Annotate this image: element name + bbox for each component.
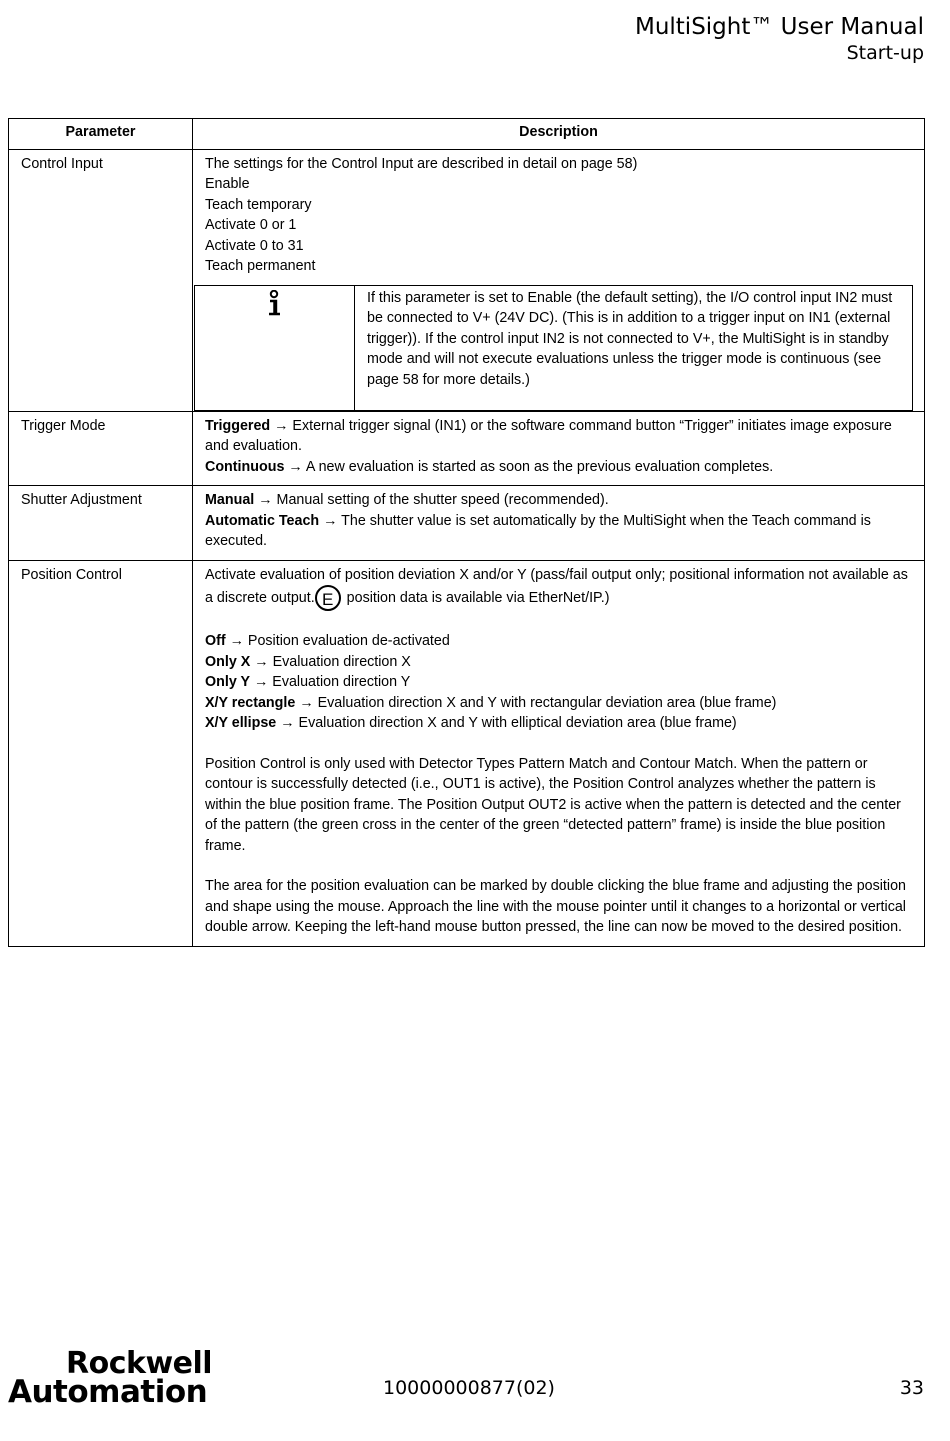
option-text: Manual setting of the shutter speed (recommended). xyxy=(276,492,609,508)
column-header-description: Description xyxy=(193,119,925,150)
option-line xyxy=(205,652,913,673)
arrow-icon: → xyxy=(299,694,314,711)
arrow-icon: → xyxy=(254,674,269,690)
option-line xyxy=(205,457,913,478)
option-text: Evaluation direction X and Y with elliptical deviation area (blue frame) xyxy=(298,715,737,731)
table-row xyxy=(9,560,925,946)
rockwell-automation-logo xyxy=(8,1346,213,1410)
option-line: Teach permanent xyxy=(205,258,316,274)
option-term: X/Y rectangle xyxy=(205,694,296,711)
paragraph: Position Control is only used with Detector Types Pattern Match and Contour Match. When the pattern or contour is successfully detected (i.e., OUT1 is active), the Position Control analyzes whether the pattern is within the blue position frame. The Position Output OUT2 is active when the pattern is detected and the center of the pattern (the green cross in the center of the green “detected pattern” frame) is inside the blue position frame. xyxy=(205,755,901,854)
option-term: Automatic Teach xyxy=(205,512,320,529)
option-line xyxy=(205,713,913,734)
option-text: Position evaluation de-activated xyxy=(247,633,450,649)
manual-title: MultiSight™ User Manual xyxy=(634,14,924,40)
page-number: 33 xyxy=(899,1377,924,1399)
param-description xyxy=(193,560,925,946)
option-term: X/Y ellipse xyxy=(205,715,277,731)
option-text: A new evaluation is started as soon as the previous evaluation completes. xyxy=(305,458,774,475)
option-text: External trigger signal (IN1) or the software command button “Trigger” initiates image exposure and evaluation. xyxy=(205,417,892,454)
option-line: Activate 0 or 1 xyxy=(205,217,297,233)
paragraph: The area for the position evaluation can be marked by double clicking the blue frame and adjusting the position and shape using the mouse. Approach the line with the mouse pointer until it changes to a horizontal or vertical double arrow. Keeping the left-hand mouse button pressed, the line can now be moved to the desired position. xyxy=(205,878,906,935)
option-term: Triggered xyxy=(205,417,271,434)
column-header-parameter: Parameter xyxy=(9,119,193,150)
option-line: Teach temporary xyxy=(205,196,312,213)
table-row xyxy=(9,411,925,486)
option-term: Continuous xyxy=(205,458,285,475)
option-term: Only X xyxy=(205,653,251,670)
option-line xyxy=(205,511,913,552)
option-text: The shutter value is set automatically by the MultiSight when the Teach command is executed. xyxy=(205,512,871,549)
note-text: If this parameter is set to Enable (the default setting), the I/O control input IN2 must be connected to V+ (24V DC). (This is in addition to a trigger input on IN1 (external trigger)). If the control input IN2 is not connected to V+, the MultiSight is in standby mode and will not execute evaluations unless the trigger mode is continuous (see page 58 for more details.) xyxy=(355,285,913,410)
option-term: Off xyxy=(205,633,226,649)
description-line: The settings for the Control Input are described in detail on page 58) xyxy=(205,155,638,172)
option-text: Evaluation direction Y xyxy=(272,674,411,690)
param-name: Control Input xyxy=(9,149,193,411)
arrow-icon: → xyxy=(288,458,303,475)
option-line xyxy=(205,490,913,511)
option-text: Evaluation direction X xyxy=(272,653,411,670)
document-number: 10000000877(02) xyxy=(383,1377,555,1399)
ethernet-ip-icon: E xyxy=(315,585,341,611)
arrow-icon: → xyxy=(323,512,338,529)
table-header-row xyxy=(9,119,925,150)
option-line: Enable xyxy=(205,176,250,192)
param-name: Shutter Adjustment xyxy=(9,486,193,561)
info-icon xyxy=(267,290,283,318)
intro-sentence: Activate evaluation of position deviation X and/or Y (pass/fail output only; positional information not available as a discrete output. xyxy=(205,566,908,606)
option-term: Only Y xyxy=(205,674,251,690)
logo-line-2: Automation xyxy=(8,1374,208,1410)
table-row xyxy=(9,149,925,411)
option-line xyxy=(205,631,913,652)
param-description xyxy=(193,411,925,486)
table-row xyxy=(9,486,925,561)
option-line xyxy=(205,416,913,457)
intro-text xyxy=(205,565,913,612)
intro-tail: position data is available via EtherNet/IP.) xyxy=(346,589,610,606)
param-description xyxy=(193,486,925,561)
option-term: Manual xyxy=(205,492,255,508)
option-text: Evaluation direction X and Y with rectangular deviation area (blue frame) xyxy=(317,694,777,711)
option-line xyxy=(205,693,913,714)
arrow-icon: → xyxy=(229,633,244,649)
param-name: Trigger Mode xyxy=(9,411,193,486)
info-icon-cell xyxy=(195,285,355,410)
option-line: Activate 0 to 31 xyxy=(205,237,304,254)
info-note xyxy=(194,285,913,411)
arrow-icon: → xyxy=(274,417,289,434)
arrow-icon: → xyxy=(258,492,273,508)
param-description xyxy=(193,149,925,411)
section-title: Start-up xyxy=(846,42,924,64)
logo-line-1: Rockwell xyxy=(66,1346,213,1381)
arrow-icon: → xyxy=(280,715,295,731)
arrow-icon: → xyxy=(254,653,269,670)
option-line xyxy=(205,672,913,693)
param-name: Position Control xyxy=(9,560,193,946)
parameter-table xyxy=(8,118,925,947)
